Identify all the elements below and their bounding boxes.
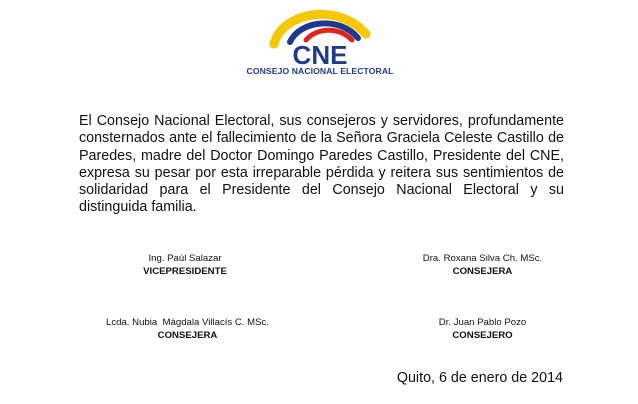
signatory-name: Dra. Roxana Silva Ch. MSc. [422,253,543,264]
cne-logo-icon [240,4,400,68]
document-date: Quito, 6 de enero de 2014 [396,370,563,386]
cne-logo [240,4,400,80]
signatory-role: CONSEJERA [157,330,218,341]
signature-block-4 [410,316,555,342]
signatory-role: VICEPRESIDENTE [143,266,227,277]
signature-block-1 [110,252,260,278]
signatory-role: CONSEJERO [452,330,513,341]
condolence-message: El Consejo Nacional Electoral, sus consejeros y servidores, profundamente consternados ante el fallecimiento de la Señora Graciela Celeste Castillo de Paredes, madre del Doctor Domingo Paredes Castillo, Presidente del CNE, expresa su pesar por esta irreparable pérdida y reitera sus sentimientos de solidaridad para el Presidente del Consejo Nacional Electoral y su distinguida familia. [79,113,564,216]
signatory-name: Lcda. Nubia Mágdala Villacís C. MSc. [106,317,269,328]
signatory-name: Dr. Juan Pablo Pozo [438,317,527,328]
logo-word: CNE [292,40,348,68]
signature-block-2 [400,252,565,278]
logo-subtitle: CONSEJO NACIONAL ELECTORAL [246,66,394,76]
signature-block-3 [75,316,300,342]
signatory-name: Ing. Paúl Salazar [148,253,222,264]
signatory-role: CONSEJERA [452,266,513,277]
